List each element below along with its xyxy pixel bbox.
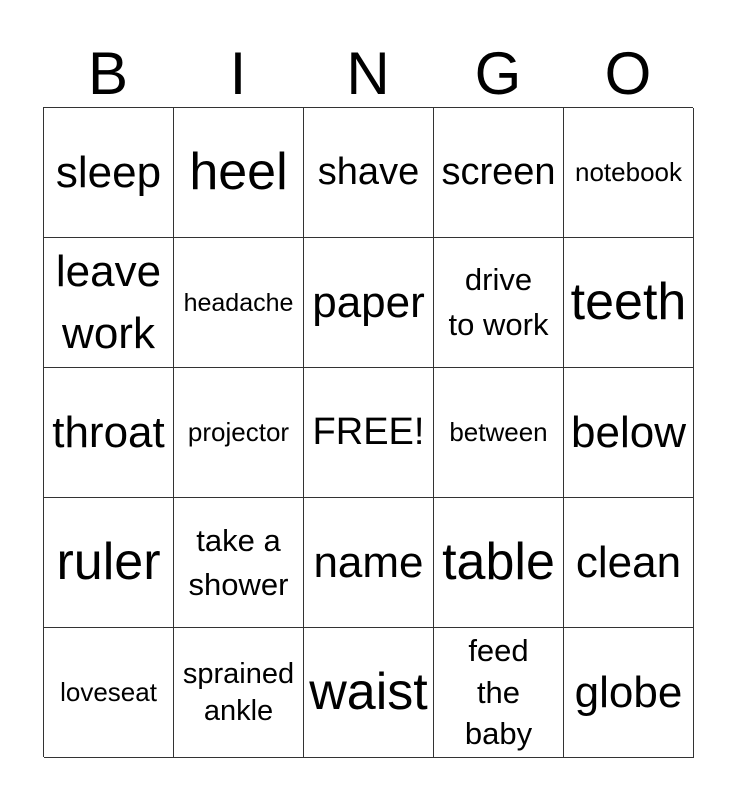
bingo-cell[interactable]: [44, 628, 174, 758]
bingo-cell[interactable]: [174, 498, 304, 628]
cell-text: throat: [52, 407, 165, 457]
cell-text: screen: [441, 151, 556, 194]
bingo-cell[interactable]: [174, 238, 304, 368]
cell-text: below: [571, 407, 686, 457]
bingo-board: [43, 107, 693, 757]
bingo-cell[interactable]: [434, 498, 564, 628]
bingo-cell[interactable]: [174, 628, 304, 758]
bingo-cell[interactable]: [174, 368, 304, 498]
cell-text: leave work: [55, 246, 162, 358]
bingo-cell[interactable]: [564, 238, 694, 368]
cell-text: ruler: [56, 533, 161, 592]
cell-text: clean: [575, 537, 682, 587]
cell-text: drive to work: [448, 261, 549, 342]
bingo-cell[interactable]: [44, 368, 174, 498]
header-letter-g: G: [474, 40, 522, 107]
header-letter-n: N: [346, 40, 390, 107]
cell-text: take a shower: [188, 523, 289, 602]
bingo-cell[interactable]: [434, 628, 564, 758]
cell-text: name: [313, 537, 424, 587]
bingo-cell[interactable]: [174, 108, 304, 238]
cell-text: headache: [183, 288, 294, 317]
free-space[interactable]: [304, 368, 434, 498]
cell-text: waist: [309, 663, 428, 722]
bingo-cell[interactable]: [304, 498, 434, 628]
bingo-cell[interactable]: [434, 108, 564, 238]
bingo-cell[interactable]: [44, 498, 174, 628]
header-letter-b: B: [87, 40, 129, 107]
cell-text: FREE!: [312, 411, 425, 454]
bingo-cell[interactable]: [44, 238, 174, 368]
cell-text: paper: [312, 277, 425, 327]
bingo-cell[interactable]: [304, 108, 434, 238]
bingo-cell[interactable]: [44, 108, 174, 238]
header-letter-o: O: [604, 40, 652, 107]
cell-text: sprained ankle: [182, 658, 295, 727]
bingo-cell[interactable]: [434, 368, 564, 498]
cell-text: globe: [574, 667, 683, 717]
cell-text: loveseat: [60, 676, 157, 707]
bingo-cell[interactable]: [564, 108, 694, 238]
cell-text: notebook: [575, 156, 682, 187]
cell-text: table: [442, 533, 555, 592]
bingo-cell[interactable]: [304, 628, 434, 758]
bingo-cell[interactable]: [434, 238, 564, 368]
bingo-header: [43, 40, 693, 108]
bingo-cell[interactable]: [564, 498, 694, 628]
bingo-cell[interactable]: [304, 238, 434, 368]
cell-text: feed the baby: [464, 632, 533, 752]
cell-text: shave: [317, 151, 420, 194]
bingo-cell[interactable]: [564, 628, 694, 758]
header-letter-i: I: [229, 40, 247, 107]
cell-text: between: [449, 416, 548, 447]
cell-text: teeth: [570, 273, 687, 332]
cell-text: heel: [189, 143, 288, 202]
cell-text: sleep: [55, 147, 162, 197]
bingo-cell[interactable]: [564, 368, 694, 498]
cell-text: projector: [187, 416, 290, 447]
